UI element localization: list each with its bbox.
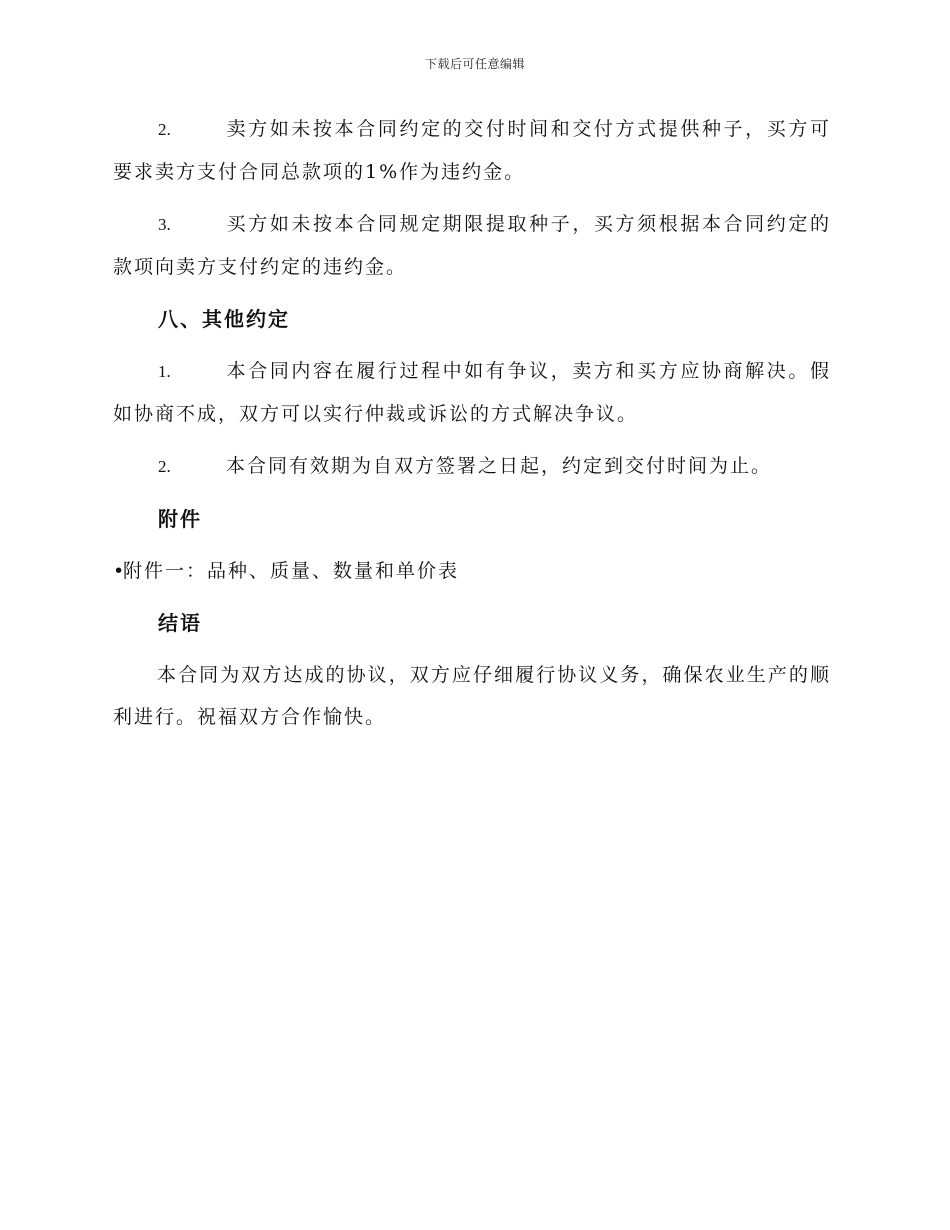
attachment-text: 附件一：品种、质量、数量和单价表 (123, 560, 460, 582)
item-number: 2. (158, 120, 171, 139)
conclusion-paragraph: 本合同为双方达成的协议，双方应仔细履行协议义务，确保农业生产的顺利进行。祝福双方合作愉快。 (113, 664, 831, 728)
attachment-item-1 (113, 550, 831, 592)
other-item-1 (113, 350, 831, 435)
item-number: 3. (158, 215, 171, 234)
item-text: 买方如未按本合同规定期限提取种子，买方须根据本合同约定的款项向卖方支付约定的违约金。 (113, 213, 831, 278)
document-body (113, 108, 831, 748)
item-number: 2. (158, 457, 171, 476)
section-heading-conclusion: 结语 (158, 611, 202, 635)
item-number: 1. (158, 362, 171, 381)
bullet-icon: • (113, 560, 125, 582)
breach-item-3 (113, 203, 831, 288)
header-note: 下载后可任意编辑 (424, 57, 525, 71)
item-text: 本合同有效期为自双方签署之日起，约定到交付时间为止。 (226, 455, 773, 477)
item-text: 本合同内容在履行过程中如有争议，卖方和买方应协商解决。假如协商不成，双方可以实行仲裁或诉讼的方式解决争议。 (113, 360, 831, 425)
breach-item-2 (113, 108, 831, 193)
section-heading-other: 八、其他约定 (158, 307, 290, 331)
item-text: 卖方如未按本合同约定的交付时间和交付方式提供种子，买方可要求卖方支付合同总款项的1%作为违约金。 (113, 118, 831, 183)
section-heading-attachments: 附件 (158, 507, 202, 531)
other-item-2 (113, 445, 831, 488)
